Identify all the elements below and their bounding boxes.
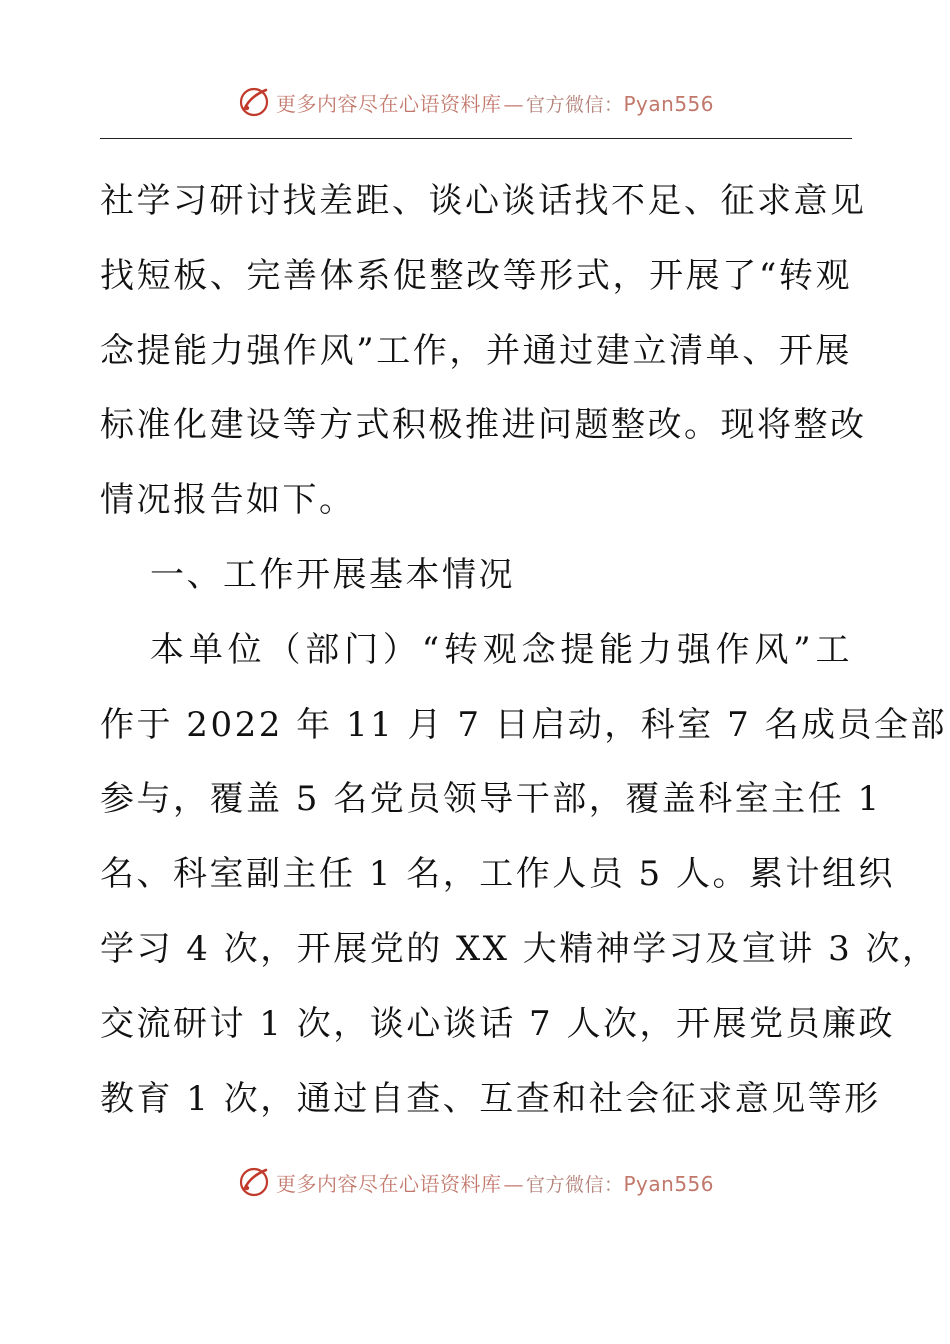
paragraph-line: 教育 1 次，通过自查、互查和社会征求意见等形 (100, 1078, 881, 1119)
header-divider (100, 138, 852, 139)
document-body (100, 164, 948, 1136)
banner-separator: — (503, 91, 524, 116)
banner-wechat-id: Pyan556 (623, 91, 715, 116)
pen-swirl-logo-icon (236, 84, 272, 120)
paragraph-line: 学习 4 次，开展党的 XX 大精神学习及宣讲 3 次， (100, 928, 939, 969)
paragraph-line: 念提能力强作风”工作，并通过建立清单、开展 (100, 330, 852, 371)
banner-title: 更多内容尽在心语资料库 (275, 91, 502, 116)
paragraph-line: 标准化建设等方式积极推进问题整改。现将整改 (100, 405, 867, 446)
banner-wechat-label: 官方微信： (525, 1173, 624, 1196)
banner-separator: — (503, 1171, 524, 1196)
banner-wechat-label: 官方微信： (525, 93, 624, 116)
section-heading: 一、工作开展基本情况 (150, 554, 515, 595)
paragraph-line: 作于 2022 年 11 月 7 日启动，科室 7 名成员全部 (100, 704, 948, 745)
header-banner (0, 80, 950, 124)
paragraph-line: 找短板、完善体系促整改等形式，开展了“转观 (100, 255, 852, 296)
paragraph-line: 情况报告如下。 (100, 480, 356, 521)
paragraph-line: 本单位（部门）“转观念提能力强作风”工 (150, 629, 852, 670)
banner-wechat-id: Pyan556 (623, 1171, 715, 1196)
paragraph-line: 交流研讨 1 次，谈心谈话 7 人次，开展党员廉政 (100, 1003, 895, 1044)
banner-title: 更多内容尽在心语资料库 (275, 1171, 502, 1196)
paragraph-line: 名、科室副主任 1 名，工作人员 5 人。累计组织 (100, 854, 895, 895)
paragraph-line: 参与，覆盖 5 名党员领导干部，覆盖科室主任 1 (100, 779, 882, 820)
pen-swirl-logo-icon (236, 1164, 272, 1200)
footer-banner (0, 1160, 950, 1204)
paragraph-line: 社学习研讨找差距、谈心谈话找不足、征求意见 (100, 181, 867, 221)
